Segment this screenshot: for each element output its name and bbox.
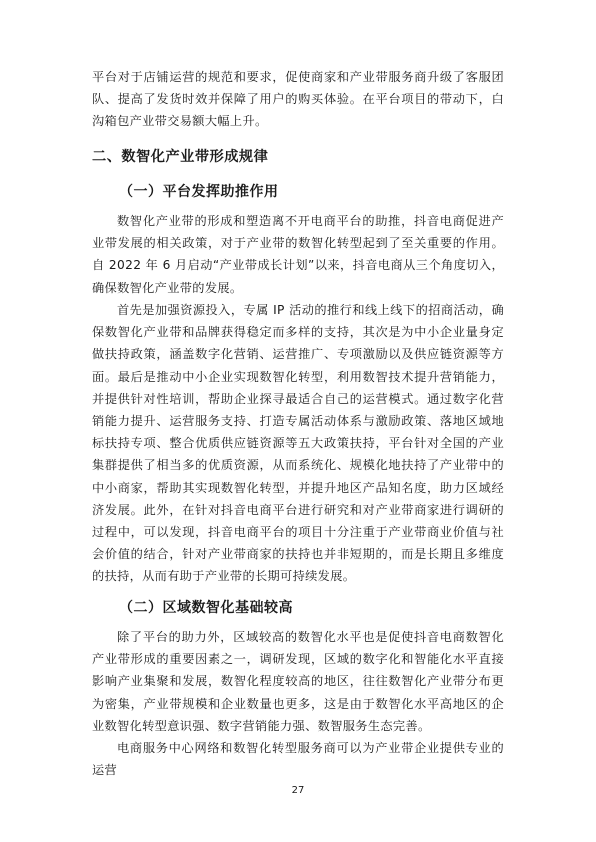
body-paragraph: 数智化产业带的形成和塑造离不开电商平台的助推，抖音电商促进产业带发展的相关政策，对于产业带的数智化转型起到了至关重要的作用。自 2022 年 6 月启动“产业带成长计划”以来，抖音电商从三个角度切入，确保数智化产业带的发展。 [92,214,504,295]
body-paragraph: 除了平台的助力外，区域较高的数智化水平也是促使抖音电商数智化产业带形成的重要因素之一，调研发现，区域的数字化和智能化水平直接影响产业集聚和发展，数智化程度较高的地区，往往数智化产业带分布更为密集，产业带规模和企业数量也更多，这是由于数智化水平高地区的企业数智化转型意识强、数字营销能力强、数智服务生态完善。 [92,630,504,733]
body-paragraph: 首先是加强资源投入，专属 IP 活动的推行和线上线下的招商活动，确保数智化产业带和品牌获得稳定而多样的支持，其次是为中小企业量身定做扶持政策，涵盖数字化营销、运营推广、专项激励以及供应链资源等方面。最后是推动中小企业实现数智化转型，利用数智技术提升营销能力，并提供针对性培训，帮助企业探寻最适合自己的运营模式。通过数字化营销能力提升、运营服务支持、打造专属活动体系与激励政策、落地区域地标扶持专项、整合优质供应链资源等五大政策扶持，平台针对全国的产业集群提供了相当多的优质资源，从而系统化、规模化地扶持了产业带中的中小商家，帮助其实现数智化转型，并提升地区产品知名度，助力区域经济发展。此外，在针对抖音电商平台进行研究和对产业带商家进行调研的过程中，可以发现，抖音电商平台的项目十分注重于产业带商业价值与社会价值的结合，针对产业带商家的扶持也并非短期的，而是长期且多维度的扶持，从而有助于产业带的长期可持续发展。 [92,303,504,584]
subsection-heading: （一）平台发挥助推作用 [119,184,279,200]
body-paragraph: 电商服务中心网络和数智化转型服务商可以为产业带企业提供专业的运营 [92,741,504,778]
subsection-heading: （二）区域数智化基础较高 [119,600,293,616]
body-paragraph: 平台对于店铺运营的规范和要求，促使商家和产业带服务商升级了客服团队、提高了发货时效并保障了用户的购买体验。在平台项目的带动下，白沟箱包产业带交易额大幅上升。 [92,70,504,129]
page-number: 27 [291,785,305,796]
section-heading: 二、数智化产业带形成规律 [92,149,269,165]
